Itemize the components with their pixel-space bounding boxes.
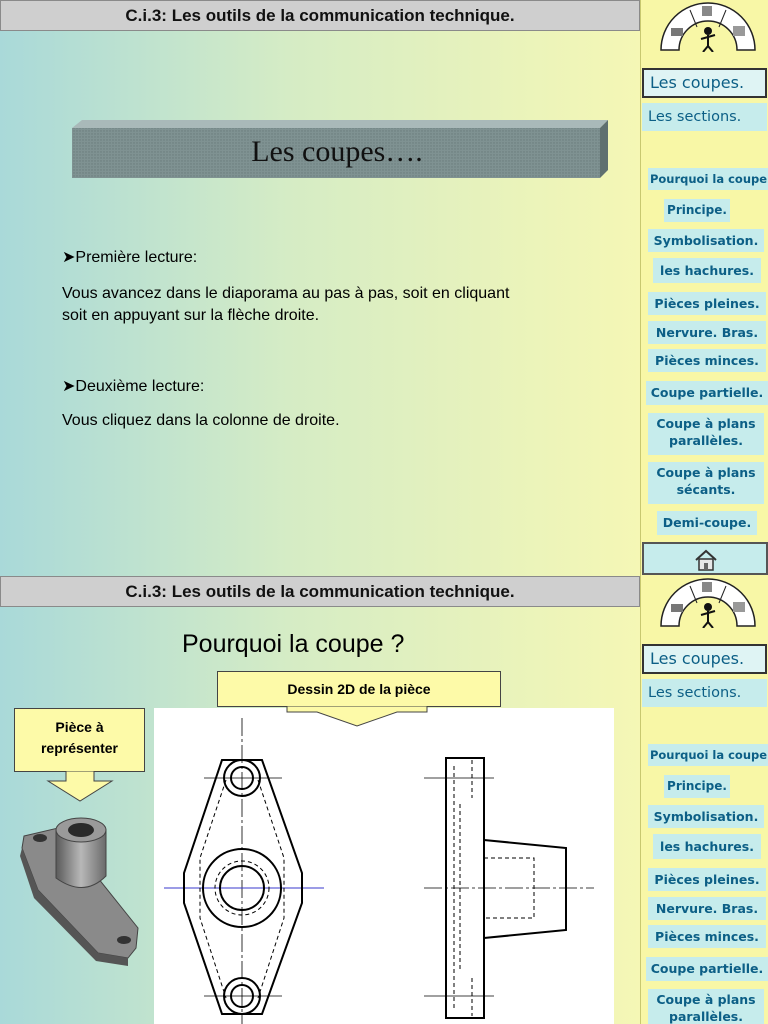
nav-hachures[interactable]: les hachures. xyxy=(653,258,761,283)
nav-coupe-partielle[interactable]: Coupe partielle. xyxy=(646,381,768,405)
nav-pourquoi[interactable]: Pourquoi la coupe xyxy=(648,744,768,766)
nav-pieces-minces[interactable]: Pièces minces. xyxy=(648,925,766,948)
callout-dessin-2d: Dessin 2D de la pièce xyxy=(217,671,501,707)
reading1-label: Première lecture: xyxy=(75,249,198,266)
home-icon xyxy=(694,548,718,572)
logo-gauge-icon xyxy=(657,578,759,628)
callout-arrow-down-icon xyxy=(282,706,432,728)
nav-les-coupes[interactable]: Les coupes. xyxy=(642,68,767,98)
arrow-bullet-icon: ➤ xyxy=(62,378,76,395)
reading1-heading xyxy=(62,247,197,269)
nav-plans-secants-line1: Coupe à plans xyxy=(656,465,756,480)
nav-plans-secants[interactable] xyxy=(648,462,764,504)
nav-symbolisation[interactable]: Symbolisation. xyxy=(648,229,764,252)
nav-plans-paralleles-line2: parallèles. xyxy=(669,432,743,448)
nav-plans-paralleles-line1: Coupe à plans xyxy=(656,992,756,1007)
reading2-text: Vous cliquez dans la colonne de droite. xyxy=(62,412,340,429)
header-title: C.i.3: Les outils de la communication technique. xyxy=(0,0,640,31)
reading2-heading xyxy=(62,376,204,398)
part-3d-image xyxy=(18,808,143,972)
callout-piece-line1: Pièce à xyxy=(55,719,104,735)
sidebar xyxy=(640,0,768,576)
nav-les-coupes[interactable]: Les coupes. xyxy=(642,644,767,674)
callout-piece-arrow-icon xyxy=(46,771,114,803)
nav-plans-secants-line2: sécants. xyxy=(676,481,736,497)
nav-hachures[interactable]: les hachures. xyxy=(653,834,761,859)
nav-pieces-pleines[interactable]: Pièces pleines. xyxy=(648,868,766,891)
nav-pourquoi[interactable]: Pourquoi la coupe xyxy=(648,168,768,190)
arrow-bullet-icon: ➤ xyxy=(62,249,76,266)
slide-2 xyxy=(0,576,768,1024)
nav-les-sections[interactable]: Les sections. xyxy=(642,103,767,131)
nav-plans-paralleles[interactable] xyxy=(648,413,764,455)
drawing-2d xyxy=(154,708,614,1024)
nav-plans-paralleles[interactable] xyxy=(648,989,764,1024)
technical-drawing xyxy=(154,708,614,1024)
nav-nervure-bras[interactable]: Nervure. Bras. xyxy=(648,897,766,920)
reading1-text-line1: Vous avancez dans le diaporama au pas à pas, soit en cliquant xyxy=(62,285,510,302)
nav-les-sections[interactable]: Les sections. xyxy=(642,679,767,707)
home-button[interactable] xyxy=(642,542,768,575)
reading1-text-line2: soit en appuyant sur la flèche droite. xyxy=(62,307,320,324)
nav-coupe-partielle[interactable]: Coupe partielle. xyxy=(646,957,768,981)
nav-plans-paralleles-line1: Coupe à plans xyxy=(656,416,756,431)
logo-gauge-icon xyxy=(657,2,759,52)
reading2-label: Deuxième lecture: xyxy=(75,378,205,395)
slide-title: Pourquoi la coupe ? xyxy=(182,630,405,658)
sidebar xyxy=(640,576,768,1024)
nav-pieces-minces[interactable]: Pièces minces. xyxy=(648,349,766,372)
nav-principe[interactable]: Principe. xyxy=(664,775,730,798)
banner-title: Les coupes…. xyxy=(251,135,423,168)
callout-piece-line2: représenter xyxy=(40,740,119,756)
nav-nervure-bras[interactable]: Nervure. Bras. xyxy=(648,321,766,344)
callout-piece xyxy=(14,708,145,772)
nav-demi-coupe[interactable]: Demi-coupe. xyxy=(657,511,757,535)
nav-symbolisation[interactable]: Symbolisation. xyxy=(648,805,764,828)
nav-principe[interactable]: Principe. xyxy=(664,199,730,222)
nav-plans-paralleles-line2: parallèles. xyxy=(669,1008,743,1024)
nav-pieces-pleines[interactable]: Pièces pleines. xyxy=(648,292,766,315)
header-title: C.i.3: Les outils de la communication technique. xyxy=(0,576,640,607)
